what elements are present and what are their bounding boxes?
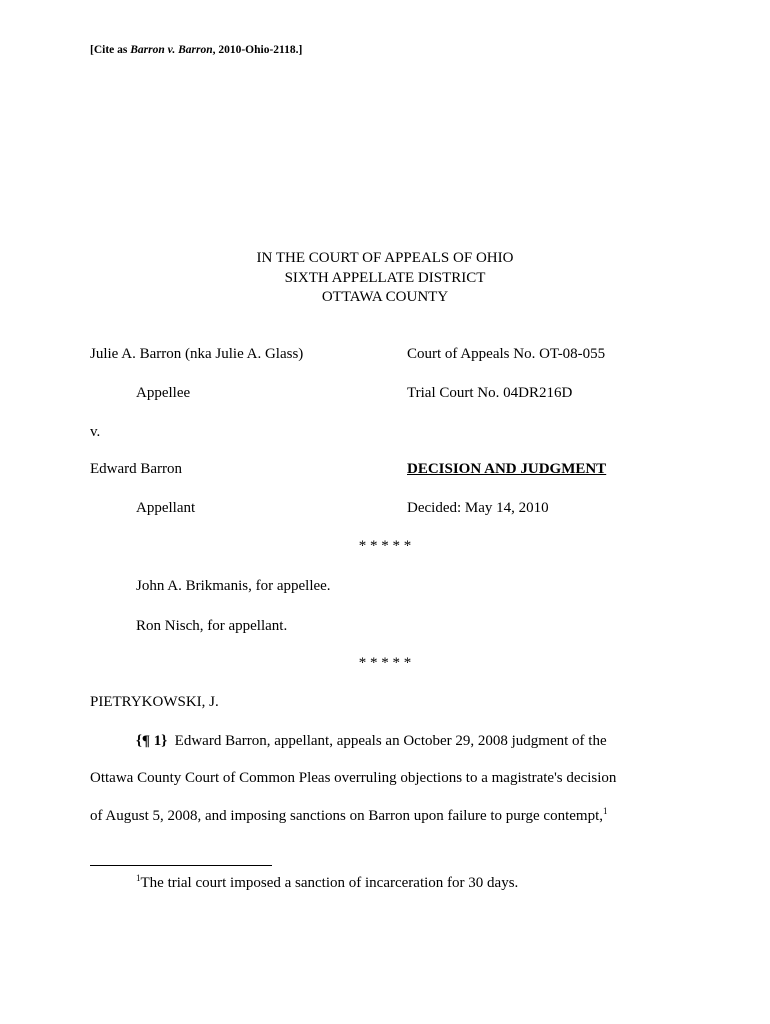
counsel-appellee: John A. Brikmanis, for appellee. [136, 578, 331, 594]
appellee-role: Appellee [136, 385, 191, 401]
paragraph-1-line-1 [136, 733, 607, 750]
judge-name: PIETRYKOWSKI, J. [90, 694, 219, 710]
court-heading [0, 249, 770, 308]
appellee-name: Julie A. Barron (nka Julie A. Glass) [90, 346, 304, 362]
cite-prefix: [Cite as [90, 44, 131, 56]
decision-title: DECISION AND JUDGMENT [407, 461, 607, 477]
footnote-divider [90, 865, 272, 866]
footnote-number: 1 [136, 873, 141, 883]
decided-date: Decided: May 14, 2010 [407, 500, 549, 516]
appellant-role: Appellant [136, 500, 196, 516]
appellant-name: Edward Barron [90, 461, 183, 477]
footnote-text: The trial court imposed a sanction of incarceration for 30 days. [140, 875, 519, 891]
footnote [136, 875, 518, 892]
paragraph-marker: {¶ 1} [136, 733, 168, 749]
court-name: IN THE COURT OF APPEALS OF OHIO [256, 250, 514, 266]
paragraph-1-line-2: Ottawa County Court of Common Pleas overruling objections to a magistrate's decision [90, 770, 617, 786]
trial-court-number: Trial Court No. 04DR216D [407, 385, 573, 401]
court-district: SIXTH APPELLATE DISTRICT [284, 269, 486, 286]
paragraph-1-text-3: of August 5, 2008, and imposing sanctions on Barron upon failure to purge contempt, [90, 808, 603, 824]
appeals-number: Court of Appeals No. OT-08-055 [407, 346, 606, 362]
versus: v. [90, 424, 101, 440]
counsel-appellant: Ron Nisch, for appellant. [136, 618, 288, 634]
court-county: OTTAWA COUNTY [321, 289, 449, 305]
separator-bottom: * * * * * [358, 655, 412, 671]
citation-header [90, 44, 302, 56]
paragraph-1-text-1: Edward Barron, appellant, appeals an October 29, 2008 judgment of the [174, 733, 607, 749]
footnote-reference: 1 [603, 806, 608, 816]
cite-suffix: , 2010-Ohio-2118.] [212, 44, 303, 56]
separator-top: * * * * * [358, 538, 412, 554]
paragraph-1-line-3 [90, 808, 608, 825]
cite-case-name: Barron v. Barron [130, 44, 213, 56]
